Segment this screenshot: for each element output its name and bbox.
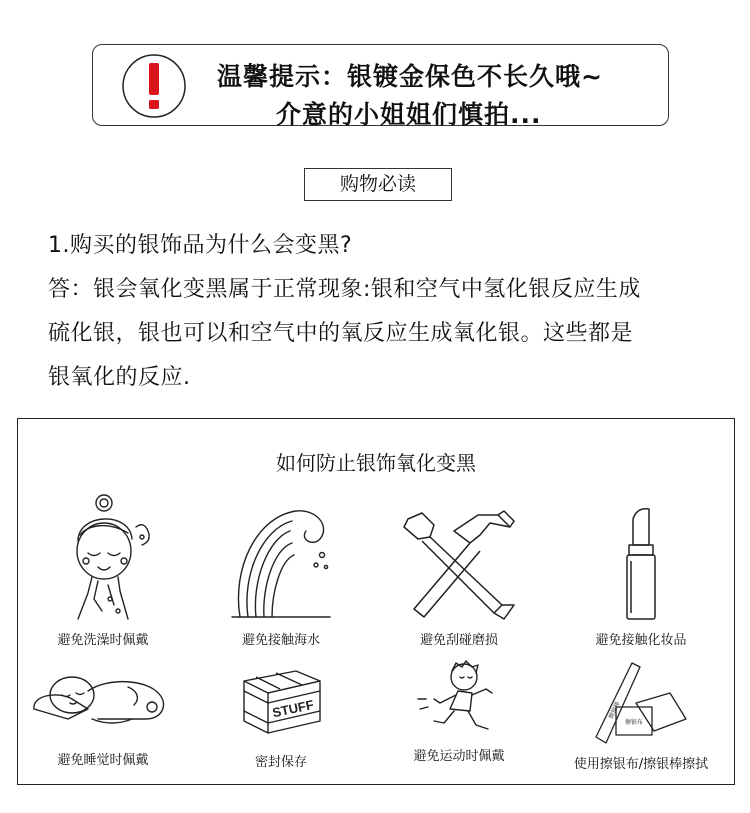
- polish-cloth-icon: [576, 657, 706, 747]
- tip-item-scratch: [374, 509, 544, 648]
- polish-cloth-label: 擦银布: [624, 719, 644, 726]
- running-boy-icon: [414, 659, 504, 739]
- notice-line-1: 温馨提示：银镀金保色不长久哦~: [217, 62, 603, 91]
- crate-icon: [236, 667, 326, 737]
- tip-label: 避免洗澡时佩戴: [57, 633, 149, 648]
- tip-label: 使用擦银布/擦银棒擦拭: [573, 757, 709, 772]
- warning-notice: [92, 44, 669, 129]
- wrench-hammer-icon: [394, 509, 524, 621]
- notice-line-2: 介意的小姐姐们慎拍...: [276, 100, 542, 129]
- tip-label: 避免接触化妆品: [595, 633, 687, 648]
- faq-answer-line-1: 答：银会氧化变黑属于正常现象:银和空气中氢化银反应生成: [48, 277, 641, 302]
- tip-item-shower: [18, 493, 188, 648]
- exclamation-circle-icon: [121, 53, 187, 119]
- section-tag: 购物必读: [304, 168, 452, 201]
- tip-label: 密封保存: [254, 755, 307, 770]
- tip-item-sealed: [196, 667, 366, 770]
- faq-answer-line-3: 银氧化的反应.: [48, 365, 191, 390]
- polish-stick-label: 擦银棒: [607, 700, 622, 720]
- panel-title: 如何防止银饰氧化变黑: [276, 451, 476, 475]
- tip-item-sport: [374, 659, 544, 764]
- crate-label: STUFF: [271, 696, 316, 721]
- tip-label: 避免运动时佩戴: [413, 749, 505, 764]
- tip-item-cosmetics: [556, 505, 726, 648]
- wave-icon: [226, 499, 336, 623]
- care-tips-panel: [17, 418, 735, 785]
- tip-item-sleep: [18, 669, 188, 768]
- shower-girl-icon: [48, 493, 158, 623]
- tip-label: 避免接触海水: [241, 633, 320, 648]
- tip-label: 避免刮碰磨损: [419, 633, 498, 648]
- sleeping-baby-icon: [28, 669, 178, 729]
- lipstick-icon: [611, 505, 671, 623]
- faq-question: 1.购买的银饰品为什么会变黑?: [48, 233, 353, 258]
- tip-item-polish: [556, 657, 726, 772]
- faq-answer-line-2: 硫化银，银也可以和空气中的氧反应生成氧化银。这些都是: [48, 321, 634, 346]
- tip-item-seawater: [196, 499, 366, 648]
- tip-label: 避免睡觉时佩戴: [57, 753, 149, 768]
